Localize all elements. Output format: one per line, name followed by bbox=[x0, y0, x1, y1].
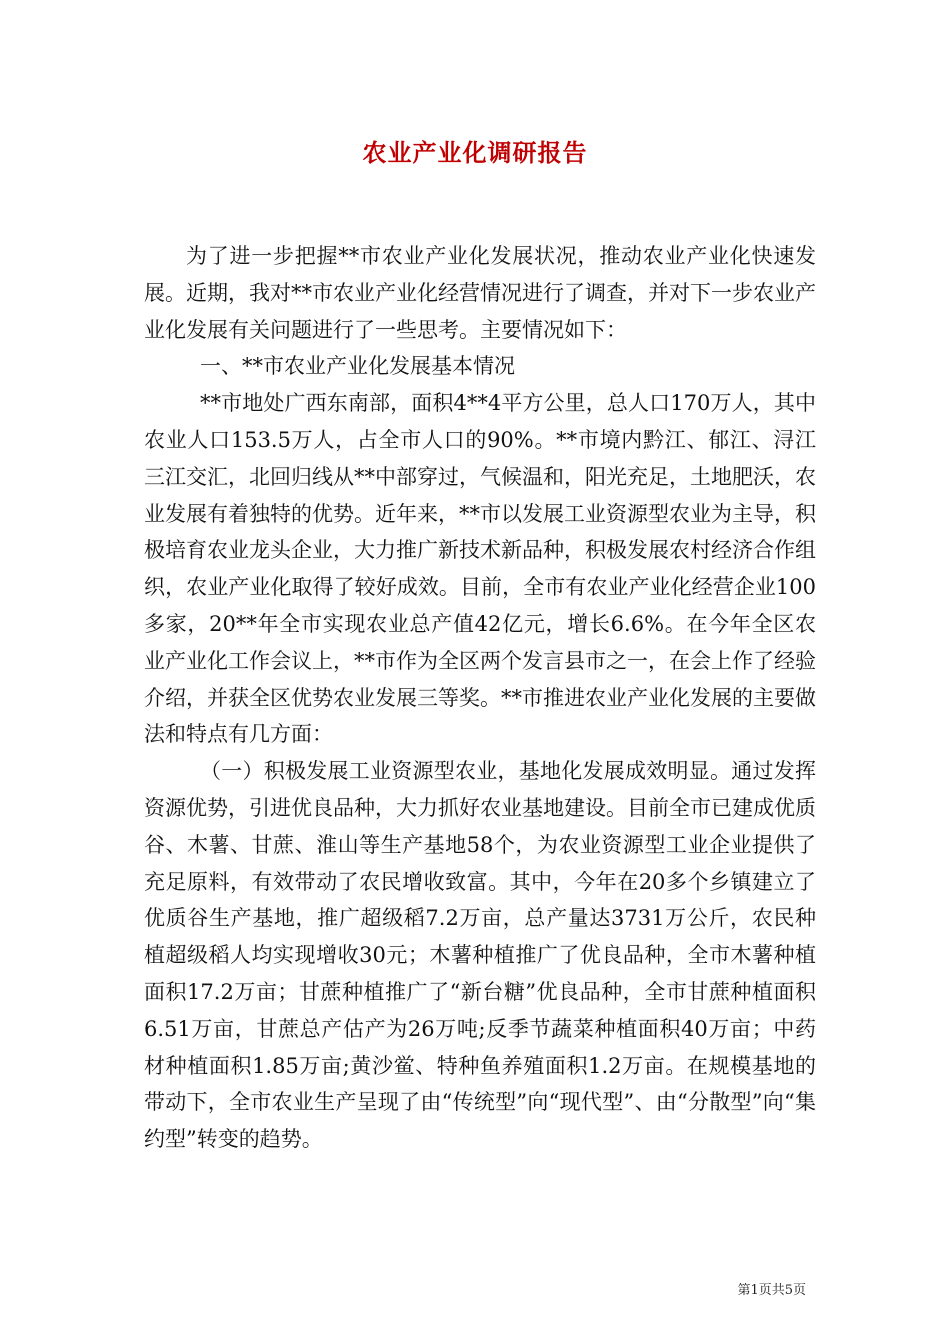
overview-paragraph: **市地处广西东南部，面积4**4平方公里，总人口170万人，其中农业人口153.5万人，占全市人口的90%。**市境内黔江、郁江、浔江三江交汇，北回归线从**中部穿过，气候温和，阳光充足，土地肥沃，农业发展有着独特的优势。近年来，**市以发展工业资源型农业为主导，积极培育农业龙头企业，大力推广新技术新品种，积极发展农村经济合作组织，农业产业化取得了较好成效。目前，全市有农业产业化经营企业100多家，20**年全市实现农业总产值42亿元，增长6.6%。在今年全区农业产业化工作会议上，**市作为全区两个发言县市之一，在会上作了经验介绍，并获全区优势农业发展三等奖。**市推进农业产业化发展的主要做法和特点有几方面： bbox=[144, 391, 816, 747]
section-heading: 一、**市农业产业化发展基本情况 bbox=[200, 354, 515, 379]
intro-paragraph: 为了进一步把握**市农业产业化发展状况，推动农业产业化快速发展。近期，我对**市农业产业化经营情况进行了调查，并对下一步农业产业化发展有关问题进行了一些思考。主要情况如下： bbox=[144, 244, 816, 342]
page-number: 第1页共5页 bbox=[737, 1283, 806, 1298]
subsection-paragraph: （一）积极发展工业资源型农业，基地化发展成效明显。通过发挥资源优势，引进优良品种，大力抓好农业基地建设。目前全市已建成优质谷、木薯、甘蔗、淮山等生产基地58个，为农业资源型工业企业提供了充足原料，有效带动了农民增收致富。其中，今年在20多个乡镇建立了优质谷生产基地，推广超级稻7.2万亩，总产量达3731万公斤，农民种植超级稻人均实现增收30元；木薯种植推广了优良品种，全市木薯种植面积17.2万亩；甘蔗种植推广了“新台糖”优良品种，全市甘蔗种植面积6.51万亩，甘蔗总产估产为26万吨;反季节蔬菜种植面积40万亩；中药材种植面积1.85万亩;黄沙鲎、特种鱼养殖面积1.2万亩。在规模基地的带动下，全市农业生产呈现了由“传统型”向“现代型”、由“分散型”向“集约型”转变的趋势。 bbox=[144, 759, 816, 1152]
document-body bbox=[144, 238, 816, 1158]
page-title: 农业产业化调研报告 bbox=[362, 138, 588, 167]
